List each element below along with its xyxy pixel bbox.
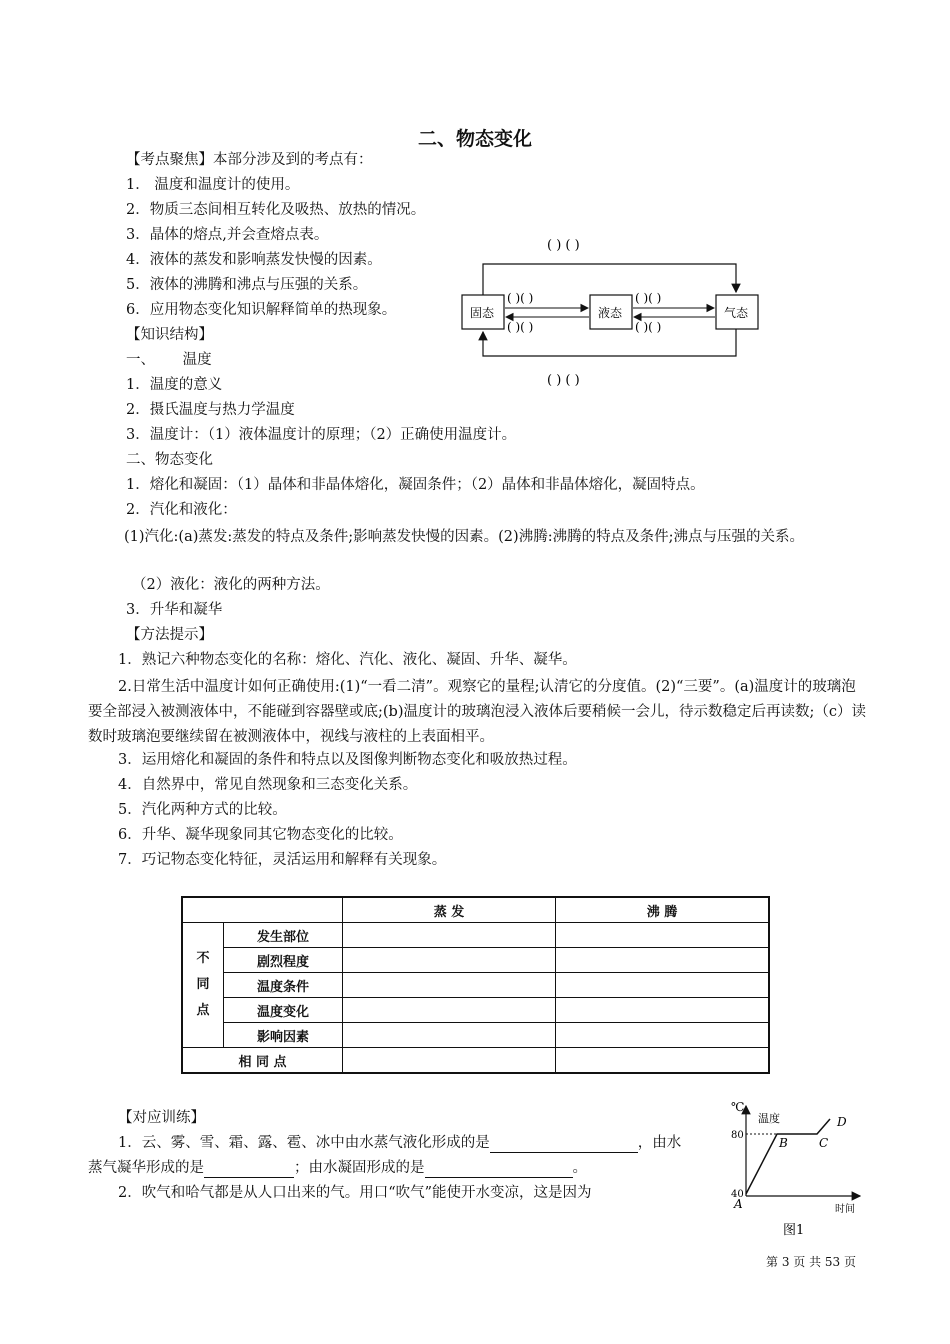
section-temperature: 一、 温度: [126, 352, 212, 368]
kaodian-heading: 【考点聚焦】本部分涉及到的考点有：: [126, 152, 373, 168]
row-label: 温度条件: [224, 973, 343, 998]
table-cell: [556, 1023, 770, 1048]
table-cell: [343, 1023, 556, 1048]
solid-box: 固态: [470, 306, 495, 320]
page-footer: 第 3 页 共 53 页: [766, 1255, 856, 1269]
unit-label: ℃: [731, 1100, 745, 1114]
kaodian-item: 5．液体的沸腾和沸点与压强的关系。: [126, 277, 368, 293]
bottom-blanks: ( ) ( ): [547, 373, 580, 388]
point-b: B: [779, 1136, 788, 1150]
table-cell: [556, 973, 770, 998]
fangfa-heading: 【方法提示】: [126, 627, 213, 643]
blank-solid-liquid-bottom: ( )( ): [507, 320, 534, 334]
page-title: 二、物态变化: [417, 128, 532, 150]
kaodian-item: 4．液体的蒸发和影响蒸发快慢的因素。: [126, 252, 382, 268]
y-axis-label: 温度: [758, 1112, 780, 1125]
section-state-change: 二、物态变化: [126, 452, 213, 468]
y-tick-80: 80: [731, 1130, 744, 1141]
group-char: 点: [196, 1003, 210, 1018]
comparison-table: [181, 896, 770, 1074]
blank-solid-liquid-top: ( )( ): [507, 291, 534, 305]
row-label: 温度变化: [224, 998, 343, 1023]
table-cell: [556, 948, 770, 973]
fangfa-line: 3．运用熔化和凝固的条件和特点以及图像判断物态变化和吸放热过程。: [118, 752, 577, 768]
fangfa-line: 7．巧记物态变化特征，灵活运用和解释有关现象。: [118, 852, 447, 868]
question-2: 2．吹气和哈气都是从人口出来的气。用口“吹气”能使开水变凉，这是因为: [118, 1185, 592, 1201]
table-cell: [556, 923, 770, 948]
point-d: D: [837, 1115, 847, 1129]
row-label: 剧烈程度: [224, 948, 343, 973]
table-cell: [556, 998, 770, 1023]
table-cell: [343, 948, 556, 973]
row-label: 发生部位: [224, 923, 343, 948]
fangfa-line: 4．自然界中，常见自然现象和三态变化关系。: [118, 777, 418, 793]
group-char: 不: [196, 951, 210, 966]
fangfa-line: 1．熟记六种物态变化的名称：熔化、汽化、液化、凝固、升华、凝华。: [118, 652, 577, 668]
top-blanks: ( ) ( ): [547, 238, 580, 253]
zhishi-heading: 【知识结构】: [126, 327, 213, 343]
q1-text: 1．云、雾、雪、霜、露、雹、冰中由水蒸气液化形成的是: [118, 1135, 490, 1151]
table-cell: [343, 1048, 556, 1074]
question-1-line-1: [118, 1133, 681, 1153]
header-boiling: 沸 腾: [556, 897, 770, 923]
same-points-label: 相 同 点: [182, 1048, 343, 1074]
state-diagram: [455, 232, 775, 392]
zhishi-paragraph: (1)汽化:(a)蒸发:蒸发的特点及条件;影响蒸发快慢的因素。(2)沸腾:沸腾的特点及条件;沸点与压强的关系。: [124, 529, 804, 545]
kaodian-item: 6．应用物态变化知识解释简单的热现象。: [126, 302, 397, 318]
zhishi-line: 3．温度计：（1）液体温度计的原理；（2）正确使用温度计。: [126, 427, 517, 443]
header-evaporation: 蒸 发: [343, 897, 556, 923]
figure-caption: 图1: [783, 1223, 805, 1238]
question-1-line-2: [88, 1158, 587, 1178]
answer-blank-solidification[interactable]: [425, 1161, 573, 1178]
kaodian-item: 3．晶体的熔点,并会查熔点表。: [126, 227, 329, 243]
fangfa-line: 6．升华、凝华现象同其它物态变化的比较。: [118, 827, 403, 843]
zhishi-line: 1．熔化和凝固：（1）晶体和非晶体熔化，凝固条件；（2）晶体和非晶体熔化，凝固特点。: [126, 477, 705, 493]
zhishi-line: 2．汽化和液化：: [126, 502, 237, 518]
point-c: C: [819, 1136, 829, 1150]
table-cell: [343, 923, 556, 948]
heating-curve: [746, 1119, 830, 1194]
kaodian-item: 2．物质三态间相互转化及吸热、放热的情况。: [126, 202, 426, 218]
zhishi-line: （2）液化：液化的两种方法。: [132, 577, 330, 593]
zhishi-line: 1．温度的意义: [126, 377, 223, 393]
temperature-graph: [725, 1098, 865, 1240]
q1-text: 蒸气凝华形成的是: [88, 1160, 204, 1176]
zhishi-line: 2．摄氏温度与热力学温度: [126, 402, 295, 418]
y-tick-40: 40: [731, 1189, 744, 1200]
x-axis-label: 时间: [835, 1204, 855, 1215]
table-cell: [343, 973, 556, 998]
zhishi-line: 3．升华和凝华: [126, 602, 223, 618]
group-char: 同: [196, 977, 210, 992]
training-heading: 【对应训练】: [118, 1110, 205, 1126]
point-a: A: [734, 1197, 743, 1211]
kaodian-item: 1． 温度和温度计的使用。: [126, 177, 300, 193]
table-cell: [343, 998, 556, 1023]
table-cell: [556, 1048, 770, 1074]
liquid-box: 液态: [598, 306, 623, 320]
answer-blank-liquefaction[interactable]: [490, 1136, 638, 1153]
q1-text: ，由水: [637, 1135, 682, 1151]
q1-text: 。: [572, 1160, 587, 1176]
q1-text: ；由水凝固形成的是: [294, 1160, 425, 1176]
answer-blank-desublimation[interactable]: [204, 1161, 294, 1178]
row-label: 影响因素: [224, 1023, 343, 1048]
blank-liquid-gas-top: ( )( ): [635, 291, 662, 305]
fangfa-paragraph: 2.日常生活中温度计如何正确使用:(1)“一看二清”。观察它的量程;认清它的分度值。(2)“三要”。(a)温度计的玻璃泡要全部浸入被测液体中，不能碰到容器壁或底;(b)温度计的玻璃泡浸入液体后要稍候一会儿，待示数稳定后再读数;（c）读数时玻璃泡要继续留在被测液体中，视线与液柱的上表面相平。: [88, 679, 866, 745]
fangfa-line: 5．汽化两种方式的比较。: [118, 802, 287, 818]
diff-group-label: [182, 923, 224, 1048]
gas-box: 气态: [724, 306, 749, 320]
table-corner: [182, 897, 343, 923]
blank-liquid-gas-bottom: ( )( ): [635, 320, 662, 334]
